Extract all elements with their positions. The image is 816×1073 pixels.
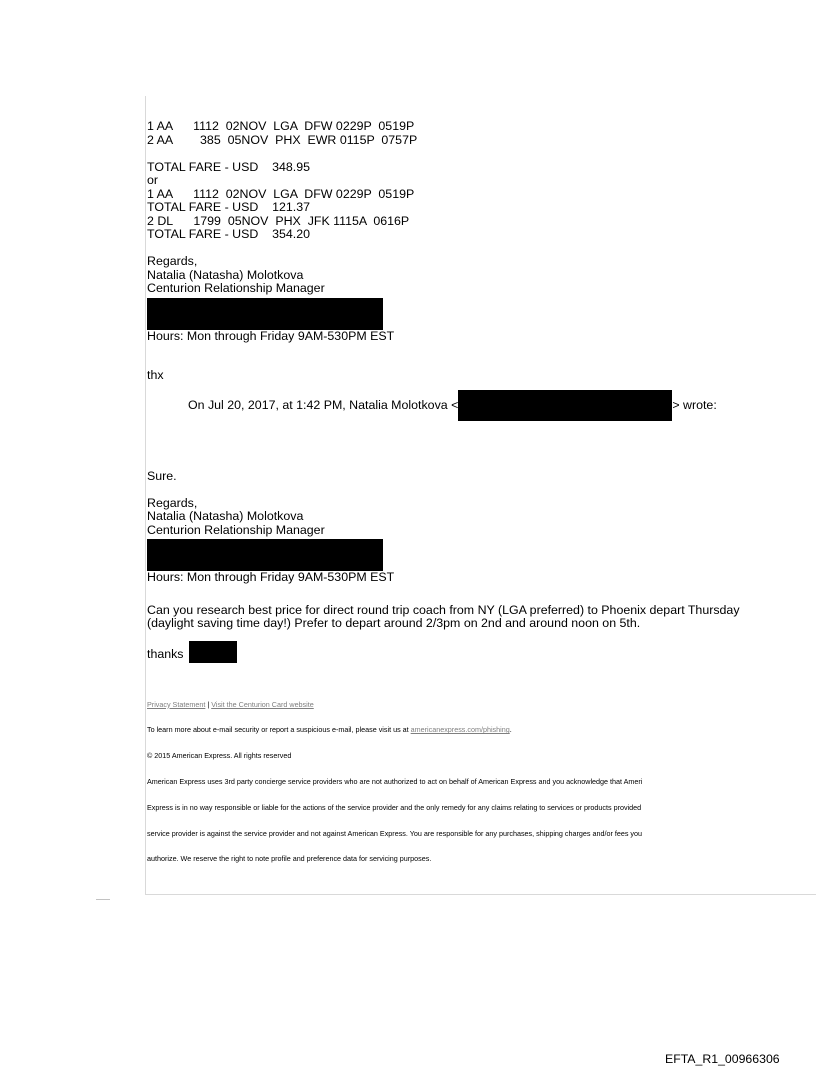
- footer-disclaimer: American Express uses 3rd party concierge service providers who are not authorized to act on behalf of American Express and you acknowledge that Ameri: [147, 777, 643, 787]
- page-mark: [94, 894, 110, 902]
- itinerary-line: 2 DL 1799 05NOV PHX JFK 1115A 0616P: [147, 213, 410, 228]
- scan-mark-icon: [96, 898, 110, 901]
- email-footer: [147, 684, 816, 882]
- centurion-card-link[interactable]: Visit the Centurion Card website: [211, 699, 314, 709]
- footer-links-row: [147, 701, 816, 710]
- spacer: [147, 585, 816, 604]
- quote-header-suffix: > wrote:: [672, 397, 717, 412]
- signature-name: Natalia (Natasha) Molotkova: [147, 267, 304, 282]
- spacer: [147, 421, 816, 470]
- itinerary-line: 1 AA 1112 02NOV LGA DFW 0229P 0519P: [147, 186, 415, 201]
- signature-title: Centurion Relationship Manager: [147, 522, 325, 537]
- security-suffix: .: [509, 725, 512, 735]
- redacted-email-address: [458, 390, 672, 421]
- footer-disclaimer: Express is in no way responsible or liable for the actions of the service provider and the only remedy for any claims relating to services or products provided: [147, 802, 642, 812]
- itinerary-line: 1 AA 1112 02NOV LGA DFW 0229P 0519P: [147, 119, 415, 133]
- spacer: [147, 631, 816, 641]
- spacer: [147, 147, 816, 161]
- privacy-statement-link[interactable]: Privacy Statement: [147, 699, 206, 709]
- spacer: [147, 242, 816, 256]
- signature-hours: Hours: Mon through Friday 9AM-530PM EST: [147, 328, 395, 343]
- signature-hours: Hours: Mon through Friday 9AM-530PM EST: [147, 570, 395, 584]
- fare-total: TOTAL FARE - USD 348.95: [147, 159, 310, 174]
- signature-title: Centurion Relationship Manager: [147, 281, 325, 295]
- footer-disclaimer: service provider is against the service provider and not against American Express. You are responsible for any purchases, shipping charges and/or fees you: [147, 828, 643, 838]
- signature-name: Natalia (Natasha) Molotkova: [147, 509, 304, 523]
- footer-security-row: [147, 726, 816, 735]
- redacted-contact-block: [147, 539, 383, 571]
- security-text: To learn more about e-mail security or report a suspicious e-mail, please visit us at: [147, 725, 411, 735]
- spacer: [147, 383, 816, 390]
- request-line: Can you research best price for direct round trip coach from NY (LGA preferred) to Phoenix depart Thursday: [147, 602, 740, 617]
- footer-disclaimer: authorize. We reserve the right to note profile and preference data for servicing purposes.: [147, 854, 432, 864]
- or-label: or: [147, 173, 159, 187]
- signature-regards: Regards,: [147, 495, 198, 510]
- footer-copyright: © 2015 American Express. All rights reserved: [147, 751, 292, 761]
- fare-total: TOTAL FARE - USD 121.37: [147, 200, 310, 214]
- quote-header-prefix: On Jul 20, 2017, at 1:42 PM, Natalia Molotkova <: [188, 397, 459, 412]
- quote-header: [147, 390, 816, 421]
- phishing-link[interactable]: americanexpress.com/phishing: [410, 725, 510, 735]
- fare-total: TOTAL FARE - USD 354.20: [147, 227, 310, 241]
- email-body: [147, 120, 816, 881]
- spacer: [147, 483, 816, 497]
- redacted-contact-block: [147, 298, 383, 330]
- itinerary-line: 2 AA 385 05NOV PHX EWR 0115P 0757P: [147, 132, 418, 147]
- signature-regards: Regards,: [147, 254, 198, 268]
- thanks-line: [147, 641, 816, 663]
- request-line: (daylight saving time day!) Prefer to depart around 2/3pm on 2nd and around noon on 5th.: [147, 616, 641, 630]
- footer-separator: |: [205, 699, 212, 709]
- reply-text: Sure.: [147, 468, 177, 483]
- thanks-label: thanks: [147, 646, 184, 661]
- document-id: EFTA_R1_00966306: [665, 1052, 780, 1066]
- reply-text: thx: [147, 368, 164, 382]
- redacted-name: [189, 641, 237, 663]
- spacer: [147, 343, 816, 369]
